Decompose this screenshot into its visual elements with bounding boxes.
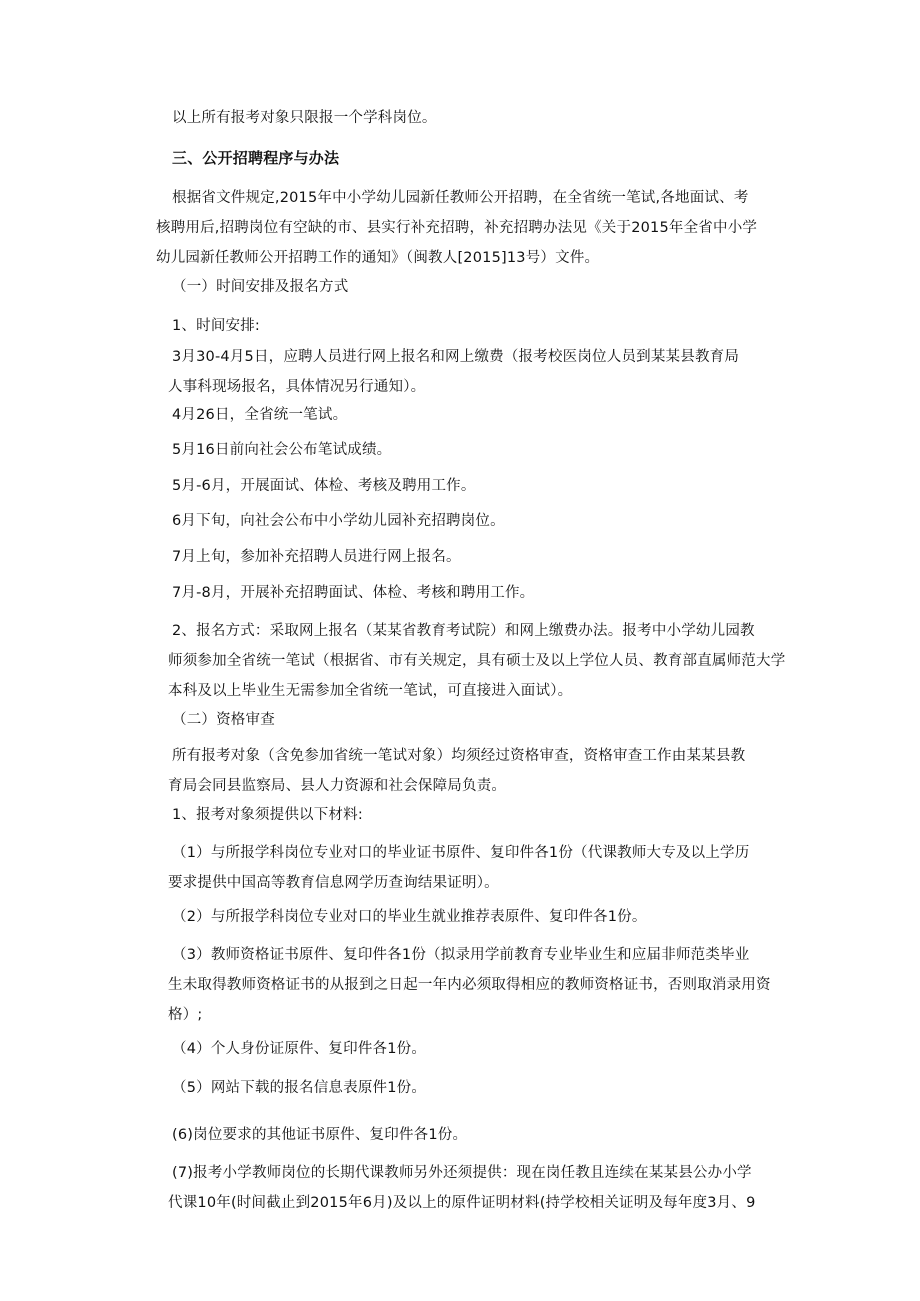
paragraph-provincial-rules bbox=[156, 183, 788, 273]
subsection-title-text: （二）资格审查 bbox=[172, 712, 275, 728]
text-line: 生未取得教师资格证书的从报到之日起一年内必须取得相应的教师资格证书，否则取消录用资 bbox=[168, 977, 771, 993]
schedule-item-scores bbox=[172, 435, 788, 465]
text-line: (7)报考小学教师岗位的长期代课教师另外还须提供：现在岗任教且连续在某某县公办小学 bbox=[172, 1165, 752, 1181]
text-line: 以上所有报考对象只限报一个学科岗位。 bbox=[172, 110, 437, 126]
text-line: 2、报名方式：采取网上报名（某某省教育考试院）和网上缴费办法。报考中小学幼儿园教 bbox=[172, 623, 755, 639]
text-line: 5月-6月，开展面试、体检、考核及聘用工作。 bbox=[172, 478, 476, 494]
material-item-other-certificates bbox=[172, 1120, 788, 1150]
subsection-title-review bbox=[172, 705, 788, 735]
text-line: 核聘用后,招聘岗位有空缺的市、县实行补充招聘，补充招聘办法见《关于2015年全省中小学 bbox=[156, 220, 758, 236]
text-line: 育局会同县监察局、县人力资源和社会保障局负责。 bbox=[168, 778, 507, 794]
text-line: 7月上旬，参加补充招聘人员进行网上报名。 bbox=[172, 549, 461, 565]
text-line: 7月-8月，开展补充招聘面试、体检、考核和聘用工作。 bbox=[172, 585, 535, 601]
text-line: （1）与所报学科岗位专业对口的毕业证书原件、复印件各1份（代课教师大专及以上学历 bbox=[172, 845, 750, 861]
material-item-diploma bbox=[168, 838, 788, 898]
text-line: （4）个人身份证原件、复印件各1份。 bbox=[172, 1041, 427, 1057]
material-item-id-card bbox=[172, 1034, 788, 1064]
text-line: 4月26日，全省统一笔试。 bbox=[172, 407, 348, 423]
subsection-title-text: （一）时间安排及报名方式 bbox=[172, 279, 349, 295]
schedule-item-interview bbox=[172, 471, 788, 501]
item-title-text: 1、时间安排: bbox=[172, 318, 261, 334]
paragraph-registration-method bbox=[168, 616, 788, 706]
material-item-registration-form bbox=[172, 1073, 788, 1103]
paragraph-review-scope bbox=[168, 741, 788, 801]
schedule-item-exam bbox=[172, 400, 788, 430]
text-line: 所有报考对象（含免参加省统一笔试对象）均须经过资格审查，资格审查工作由某某县教 bbox=[172, 748, 746, 764]
item-title-materials bbox=[172, 800, 788, 830]
item-title-schedule bbox=[172, 311, 788, 341]
schedule-item-registration bbox=[168, 342, 788, 402]
text-line: 人事科现场报名，具体情况另行通知）。 bbox=[168, 379, 426, 395]
text-line: （5）网站下载的报名信息表原件1份。 bbox=[172, 1080, 427, 1096]
material-item-recommendation bbox=[172, 902, 788, 932]
subsection-title-schedule bbox=[172, 272, 788, 302]
section-title-text: 三、公开招聘程序与办法 bbox=[172, 149, 340, 167]
text-line: 幼儿园新任教师公开招聘工作的通知》（闽教人[2015]13号）文件。 bbox=[156, 250, 600, 266]
text-line: 要求提供中国高等教育信息网学历查询结果证明）。 bbox=[168, 875, 499, 891]
text-line: 代课10年(时间截止到2015年6月)及以上的原件证明材料(持学校相关证明及每年度3月、9 bbox=[168, 1195, 756, 1211]
text-line: 3月30-4月5日，应聘人员进行网上报名和网上缴费（报考校医岗位人员到某某县教育局 bbox=[172, 349, 740, 365]
paragraph-applicant-limit bbox=[172, 103, 788, 133]
text-line: 格）; bbox=[168, 1007, 203, 1023]
schedule-item-supplementary-posts bbox=[172, 506, 788, 536]
schedule-item-supplementary-interview bbox=[172, 578, 788, 608]
text-line: 师须参加全省统一笔试（根据省、市有关规定，具有硕士及以上学位人员、教育部直属师范大学 bbox=[168, 653, 786, 669]
text-line: 6月下旬，向社会公布中小学幼儿园补充招聘岗位。 bbox=[172, 513, 505, 529]
text-line: （2）与所报学科岗位专业对口的毕业生就业推荐表原件、复印件各1份。 bbox=[172, 909, 647, 925]
text-line: （3）教师资格证书原件、复印件各1份（拟录用学前教育专业毕业生和应届非师范类毕业 bbox=[172, 947, 750, 963]
material-item-substitute-teacher bbox=[168, 1158, 788, 1218]
item-title-text: 1、报考对象须提供以下材料: bbox=[172, 807, 363, 823]
section-title-procedures bbox=[172, 143, 788, 173]
text-line: 本科及以上毕业生无需参加全省统一笔试，可直接进入面试）。 bbox=[168, 683, 573, 699]
material-item-teacher-certificate bbox=[168, 940, 788, 1030]
text-line: (6)岗位要求的其他证书原件、复印件各1份。 bbox=[172, 1127, 468, 1143]
text-line: 5月16日前向社会公布笔试成绩。 bbox=[172, 442, 392, 458]
text-line: 根据省文件规定,2015年中小学幼儿园新任教师公开招聘，在全省统一笔试,各地面试、考 bbox=[172, 190, 749, 206]
schedule-item-supplementary-registration bbox=[172, 542, 788, 572]
